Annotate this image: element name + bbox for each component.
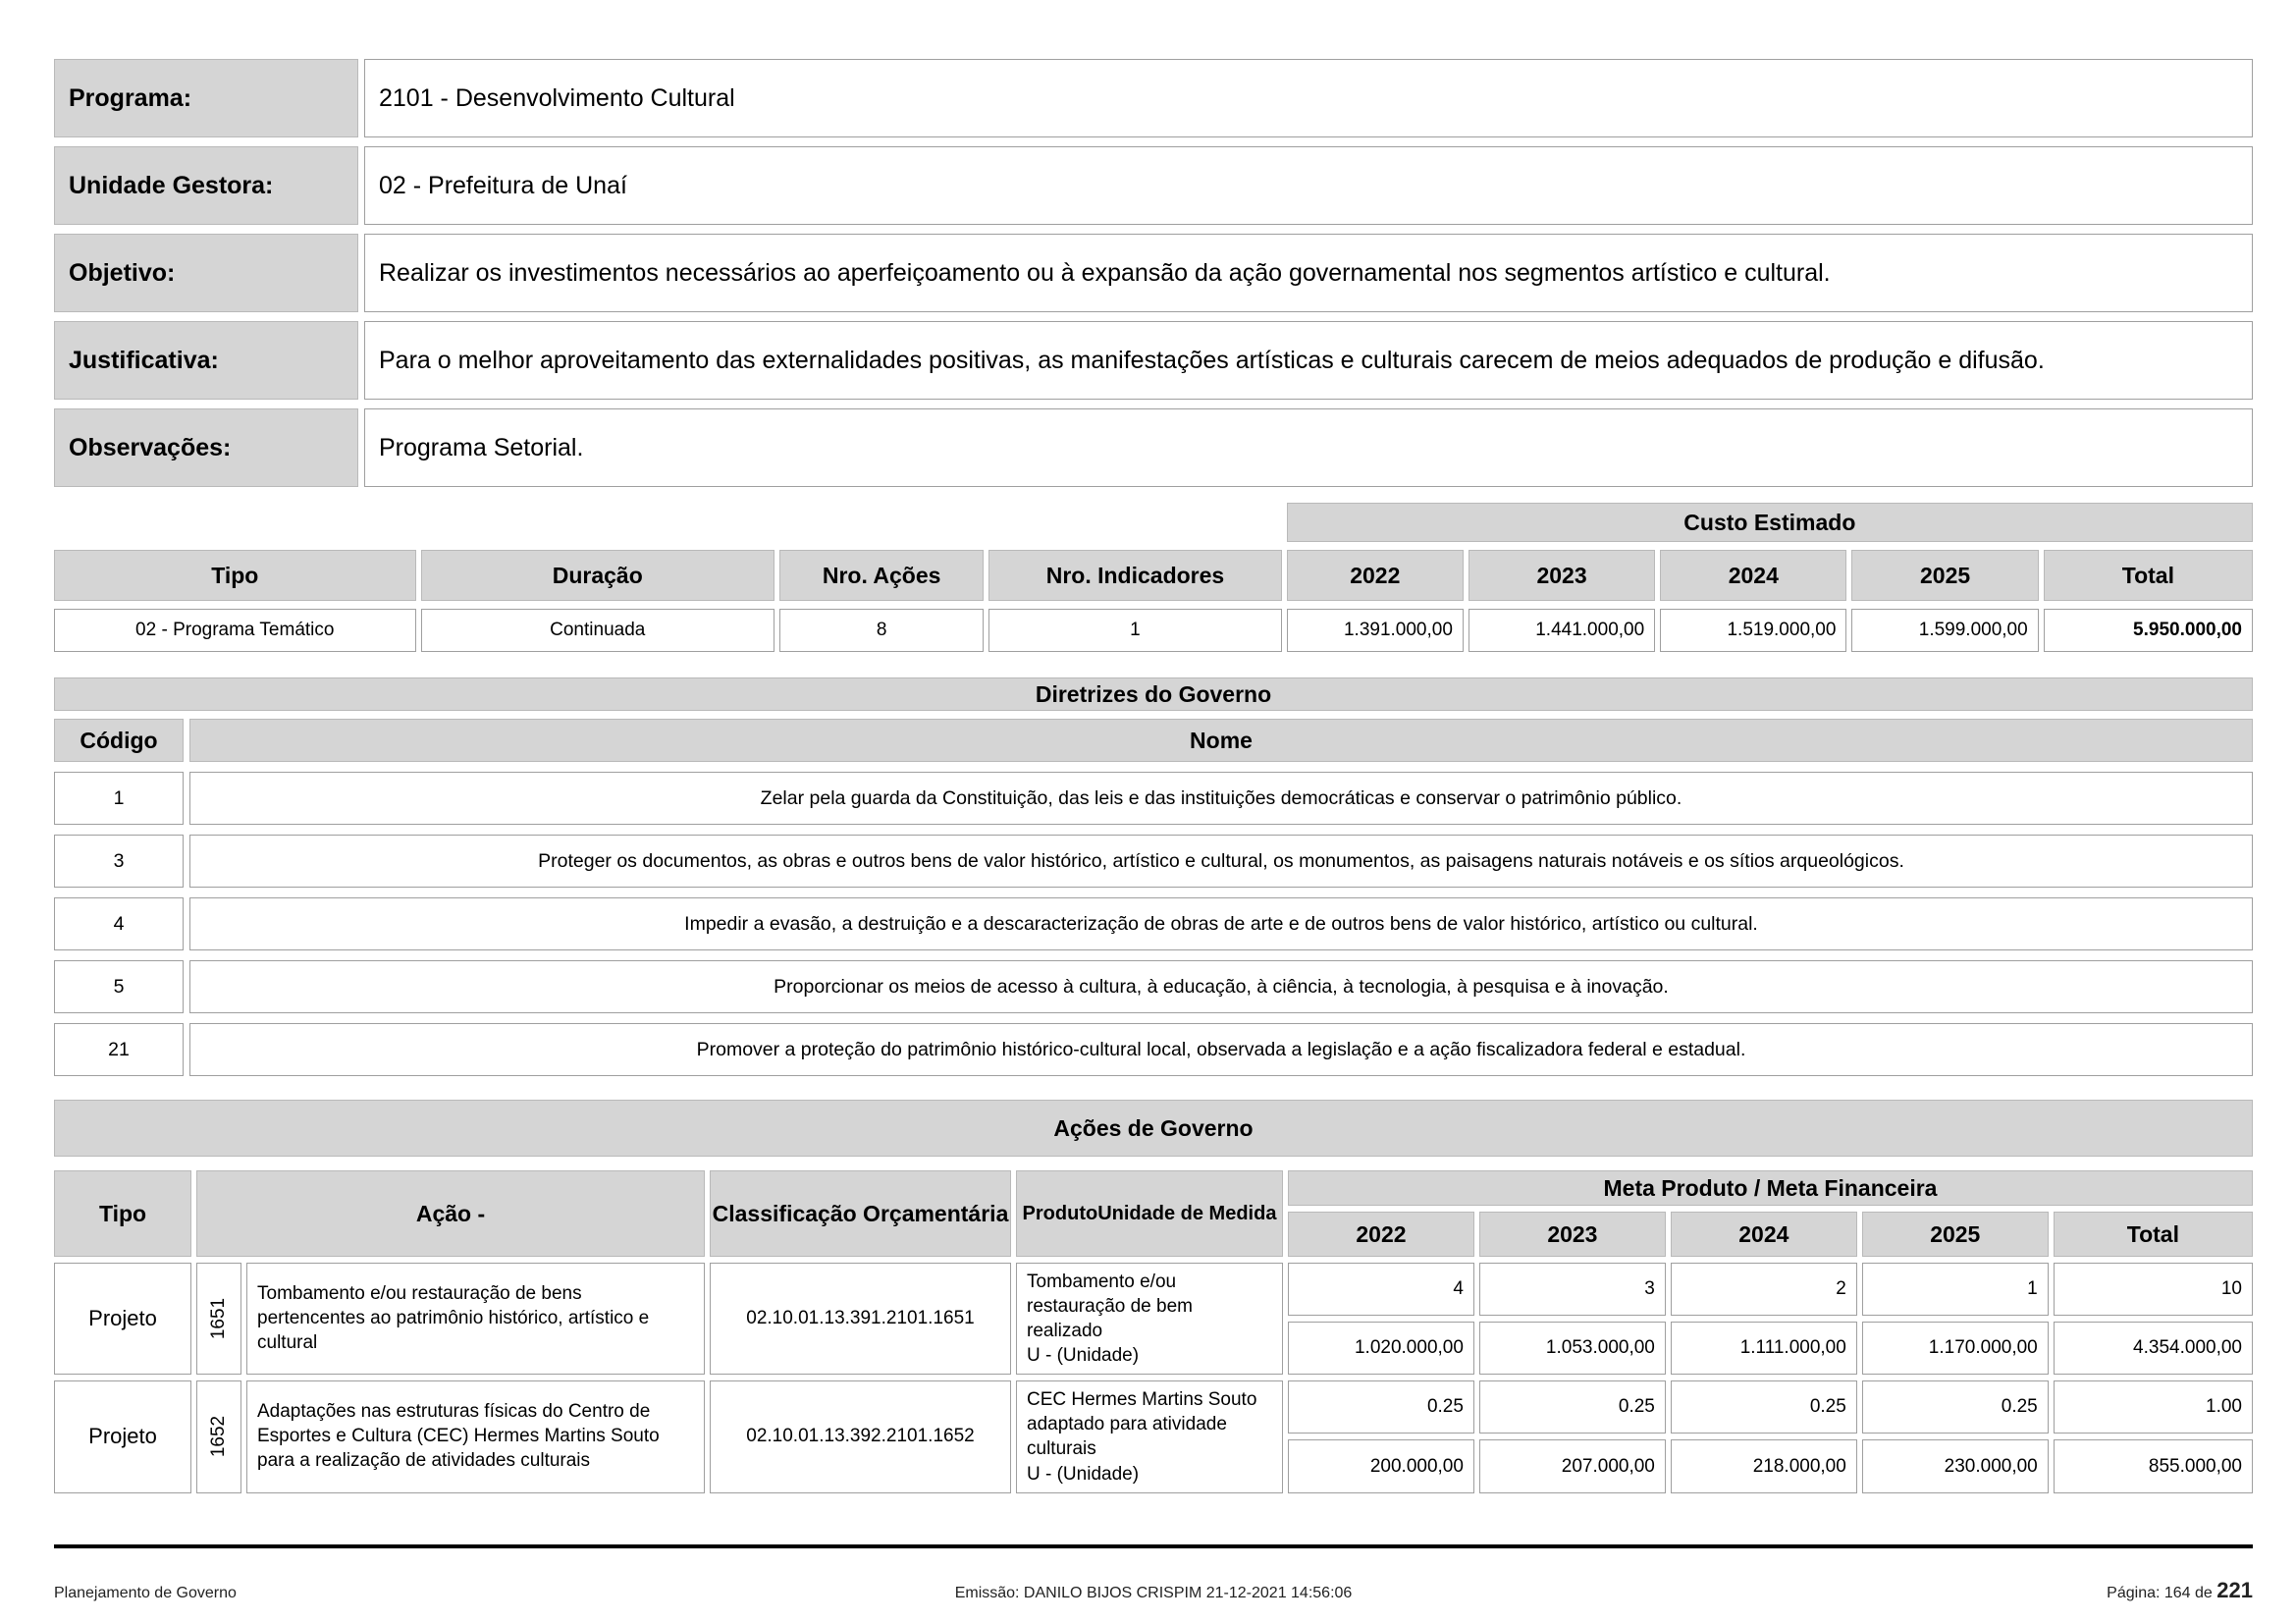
col-header-duracao: Duração [421,550,774,601]
diretriz-codigo: 5 [54,960,184,1013]
diretriz-codigo: 4 [54,897,184,950]
meta-total: 1.00 [2054,1380,2253,1434]
meta-col-2022: 2022 [1288,1212,1474,1257]
custo-2024-value: 1.519.000,00 [1660,609,1846,652]
col-header-2023: 2023 [1468,550,1655,601]
col-header-acao: Ação - [196,1170,705,1257]
meta-2025: 0.25 [1862,1380,2049,1434]
acoes-table-header [54,1170,2253,1257]
meta-2023: 3 [1479,1263,1666,1316]
col-header-tipo: Tipo [54,550,416,601]
custo-duracao-value: Continuada [421,609,774,652]
diretriz-codigo: 3 [54,835,184,888]
info-value-objetivo: Realizar os investimentos necessários ao aperfeiçoamento ou à expansão da ação governamental nos segmentos artístico e cultural. [364,234,2253,312]
meta-col-total: Total [2054,1212,2253,1257]
meta-total: 10 [2054,1263,2253,1316]
col-header-total: Total [2044,550,2253,601]
fin-2025: 230.000,00 [1862,1439,2049,1492]
custo-spacer [54,503,1282,542]
acao-produto-cell [1016,1263,1283,1375]
program-info-table [54,59,2253,487]
meta-2025: 1 [1862,1263,2049,1316]
col-header-nome: Nome [189,719,2253,762]
acao-produto-cell [1016,1380,1283,1492]
diretriz-nome: Promover a proteção do patrimônio histórico-cultural local, observada a legislação e a ação fiscalizadora federal e estadual. [189,1023,2253,1076]
total-pages: 221 [2216,1577,2253,1602]
acao-unidade-text: U - (Unidade) [1027,1463,1140,1485]
meta-header-group [1288,1170,2253,1257]
page-number-label: Página: 164 de [2107,1584,2213,1601]
meta-2022: 0.25 [1288,1380,1474,1434]
page-footer [54,1578,2253,1603]
info-value-observacoes: Programa Setorial. [364,408,2253,487]
custo-nro-acoes-value: 8 [779,609,984,652]
custo-estimado-table [54,503,2253,652]
acao-tipo-value: Projeto [54,1263,191,1375]
info-value-unidade-gestora: 02 - Prefeitura de Unaí [364,146,2253,225]
diretriz-codigo: 1 [54,772,184,825]
meta-financeira-row [1288,1439,2253,1492]
fin-2025: 1.170.000,00 [1862,1322,2049,1375]
acao-codigo-cell [196,1263,241,1375]
info-value-programa: 2101 - Desenvolvimento Cultural [364,59,2253,137]
meta-produto-row [1288,1263,2253,1316]
info-label-objetivo: Objetivo: [54,234,358,312]
col-header-2024: 2024 [1660,550,1846,601]
custo-nro-indicadores-value: 1 [988,609,1281,652]
acao-classificacao: 02.10.01.13.392.2101.1652 [710,1380,1011,1492]
meta-col-2025: 2025 [1862,1212,2049,1257]
fin-2024: 218.000,00 [1671,1439,1857,1492]
col-header-nro-indicadores: Nro. Indicadores [988,550,1281,601]
col-header-2022: 2022 [1287,550,1464,601]
col-header-nro-acoes: Nro. Ações [779,550,984,601]
info-label-justificativa: Justificativa: [54,321,358,400]
footer-emission-info: Emissão: DANILO BIJOS CRISPIM 21-12-2021 14:56:06 [954,1584,1353,1601]
acao-produto-text: Tombamento e/ou restauração de bem realizado [1027,1271,1193,1342]
info-label-programa: Programa: [54,59,358,137]
acao-produto-text: CEC Hermes Martins Souto adaptado para atividade culturais [1027,1389,1257,1460]
meta-2023: 0.25 [1479,1380,1666,1434]
fin-2023: 1.053.000,00 [1479,1322,1666,1375]
meta-2022: 4 [1288,1263,1474,1316]
diretrizes-section-header: Diretrizes do Governo [54,677,2253,711]
fin-total: 855.000,00 [2054,1439,2253,1492]
acao-codigo-cell [196,1380,241,1492]
acao-meta-group [1288,1380,2253,1492]
produto-header-line2: Unidade de Medida [1097,1202,1277,1224]
acao-codigo-rotated: 1652 [208,1416,229,1458]
produto-header-line1: Produto [1022,1202,1098,1224]
col-header-meta: Meta Produto / Meta Financeira [1288,1170,2253,1206]
fin-total: 4.354.000,00 [2054,1322,2253,1375]
meta-2024: 2 [1671,1263,1857,1316]
custo-2022-value: 1.391.000,00 [1287,609,1464,652]
footer-report-name: Planejamento de Governo [54,1584,237,1601]
col-header-acao-tipo: Tipo [54,1170,191,1257]
footer-page-number [1703,1578,2253,1603]
meta-col-2023: 2023 [1479,1212,1666,1257]
diretriz-nome: Impedir a evasão, a destruição e a descaracterização de obras de arte e de outros bens de valor histórico, artístico ou cultural. [189,897,2253,950]
info-label-observacoes: Observações: [54,408,358,487]
acao-descricao: Adaptações nas estruturas físicas do Centro de Esportes e Cultura (CEC) Hermes Martins Souto para a realização de atividades culturais [246,1380,705,1492]
col-header-codigo: Código [54,719,184,762]
acao-row-1651 [54,1263,2253,1375]
fin-2023: 207.000,00 [1479,1439,1666,1492]
meta-col-2024: 2024 [1671,1212,1857,1257]
col-header-produto [1016,1170,1283,1257]
custo-estimado-header: Custo Estimado [1287,503,2253,542]
meta-2024: 0.25 [1671,1380,1857,1434]
acoes-section-header: Ações de Governo [54,1100,2253,1157]
fin-2022: 1.020.000,00 [1288,1322,1474,1375]
acao-meta-group [1288,1263,2253,1375]
meta-financeira-row [1288,1322,2253,1375]
diretrizes-table [54,719,2253,1076]
meta-years-row [1288,1212,2253,1257]
info-value-justificativa: Para o melhor aproveitamento das externalidades positivas, as manifestações artísticas e culturais carecem de meios adequados de produção e difusão. [364,321,2253,400]
acao-descricao: Tombamento e/ou restauração de bens pertencentes ao patrimônio histórico, artístico e cultural [246,1263,705,1375]
acao-row-1652 [54,1380,2253,1492]
diretriz-nome: Proteger os documentos, as obras e outros bens de valor histórico, artístico e cultural, os monumentos, as paisagens naturais notáveis e os sítios arqueológicos. [189,835,2253,888]
col-header-classificacao: Classificação Orçamentária [710,1170,1011,1257]
acao-tipo-value: Projeto [54,1380,191,1492]
diretriz-nome: Proporcionar os meios de acesso à cultura, à educação, à ciência, à tecnologia, à pesquisa e à inovação. [189,960,2253,1013]
acao-classificacao: 02.10.01.13.391.2101.1651 [710,1263,1011,1375]
diretriz-codigo: 21 [54,1023,184,1076]
custo-2025-value: 1.599.000,00 [1851,609,2038,652]
acao-codigo-rotated: 1651 [208,1298,229,1340]
fin-2022: 200.000,00 [1288,1439,1474,1492]
diretriz-nome: Zelar pela guarda da Constituição, das leis e das instituições democráticas e conservar o patrimônio público. [189,772,2253,825]
info-label-unidade-gestora: Unidade Gestora: [54,146,358,225]
custo-total-value: 5.950.000,00 [2044,609,2253,652]
col-header-2025: 2025 [1851,550,2038,601]
footer-divider [54,1544,2253,1548]
meta-produto-row [1288,1380,2253,1434]
custo-tipo-value: 02 - Programa Temático [54,609,416,652]
fin-2024: 1.111.000,00 [1671,1322,1857,1375]
acao-unidade-text: U - (Unidade) [1027,1345,1140,1367]
custo-2023-value: 1.441.000,00 [1468,609,1655,652]
